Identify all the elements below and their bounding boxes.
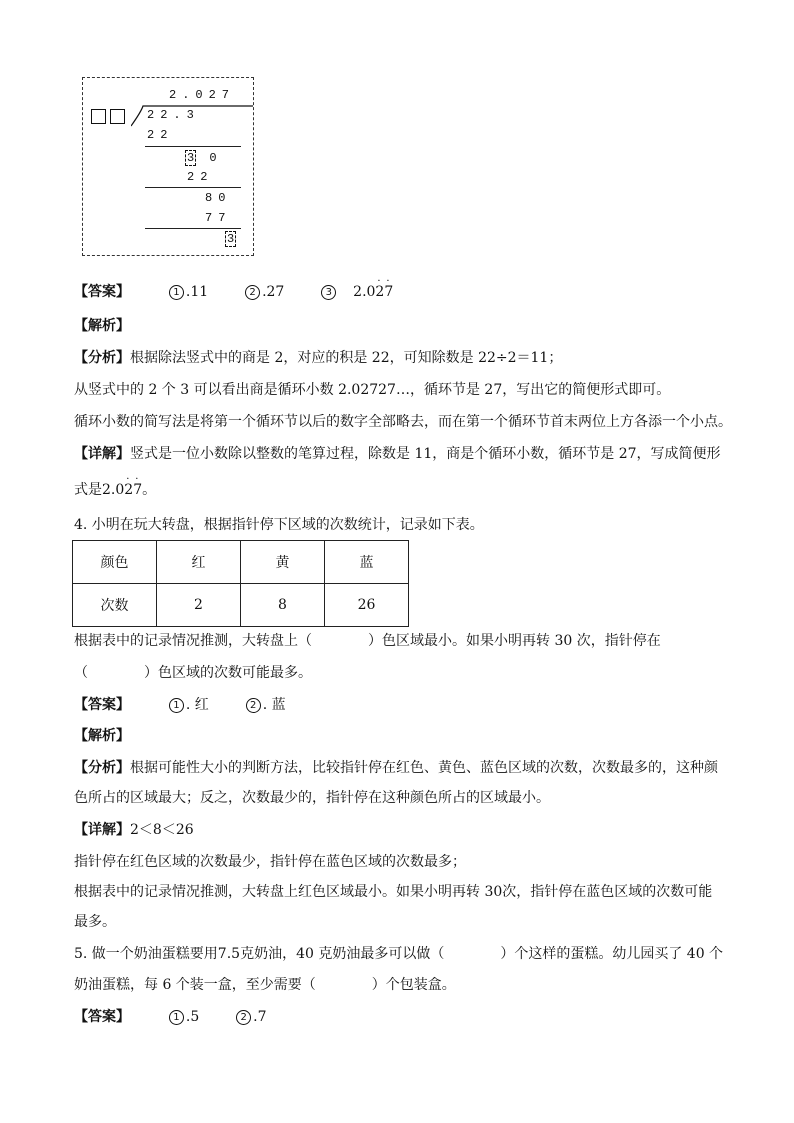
spinner-table bbox=[72, 540, 409, 627]
repeating-decimal bbox=[102, 474, 143, 498]
step-remainder-1 bbox=[185, 150, 223, 166]
quotient: 2.027 bbox=[169, 88, 236, 102]
answer-1: .11 bbox=[185, 284, 209, 300]
q3-detail-line bbox=[74, 444, 721, 464]
table-row bbox=[73, 541, 409, 584]
dotted-digit: · 7 bbox=[384, 276, 394, 300]
digit: 0 bbox=[209, 151, 223, 165]
circle-number: 1 bbox=[169, 698, 184, 713]
table-cell: 黄 bbox=[241, 541, 325, 584]
analysis-tag: 【解析】 bbox=[74, 318, 130, 334]
rule-line bbox=[145, 228, 241, 229]
table-cell: 红 bbox=[157, 541, 241, 584]
digits: 2.0 bbox=[353, 284, 376, 300]
fenxi-tag: 【分析】 bbox=[74, 350, 130, 366]
step-product-3: 77 bbox=[205, 211, 232, 225]
table-cell: 颜色 bbox=[73, 541, 157, 584]
rule-line bbox=[145, 146, 241, 147]
q3-answer-row bbox=[74, 276, 394, 302]
text: 式是 bbox=[74, 482, 102, 498]
text: 。 bbox=[142, 482, 157, 498]
text: 根据可能性大小的判断方法，比较指针停在红色、黄色、蓝色区域的次数，次数最多的，这种颜 bbox=[130, 760, 718, 776]
answer-1: . 红 bbox=[185, 697, 209, 713]
q4-question: 4. 小明在玩大转盘，根据指针停下区域的次数统计，记录如下表。 bbox=[74, 517, 484, 533]
answer-tag: 【答案】 bbox=[74, 284, 130, 300]
blank-box bbox=[110, 109, 125, 124]
dotted-digit: · 2 bbox=[124, 474, 134, 498]
q4-analysis-line: 色所占的区域最大；反之，次数最少的，指针停在这种颜色所占的区域最小。 bbox=[74, 790, 550, 806]
boxed-digit: 3 bbox=[227, 232, 235, 246]
dividend: 22.3 bbox=[147, 108, 200, 122]
blank-box bbox=[91, 109, 106, 124]
divisor-blanks bbox=[91, 106, 129, 125]
final-remainder bbox=[225, 231, 236, 247]
q4-detail-line bbox=[74, 820, 194, 840]
step-product-1: 22 bbox=[147, 128, 174, 142]
table-cell: 26 bbox=[325, 584, 409, 627]
answer-2: . 蓝 bbox=[262, 697, 286, 713]
dotted-digit: · 2 bbox=[375, 276, 385, 300]
q5-answer-row bbox=[74, 1007, 267, 1027]
digit: 2 bbox=[375, 284, 385, 300]
detail-tag: 【详解】 bbox=[74, 446, 130, 462]
circle-number: 2 bbox=[236, 1010, 251, 1025]
digit: 7 bbox=[384, 284, 394, 300]
q4-analysis-line bbox=[74, 758, 718, 778]
step-remainder-2: 80 bbox=[205, 191, 232, 205]
digit: 2 bbox=[124, 482, 134, 498]
circle-number: 3 bbox=[321, 285, 336, 300]
digits: 2.0 bbox=[102, 482, 125, 498]
answer-3-repeating-decimal bbox=[353, 276, 394, 300]
q3-detail-line bbox=[74, 474, 157, 500]
circle-number: 1 bbox=[169, 285, 184, 300]
q3-analysis-line: 循环小数的简写法是将第一个循环节以后的数字全部略去，而在第一个循环节首末两位上方各添一个小点。 bbox=[74, 414, 732, 430]
q3-analysis-line: 从竖式中的 2 个 3 可以看出商是循环小数 2.02727…，循环节是 27，写出它的简便形式即可。 bbox=[74, 382, 671, 398]
digit: 7 bbox=[133, 482, 143, 498]
circle-number: 1 bbox=[169, 1010, 184, 1025]
answer-1: .5 bbox=[185, 1009, 200, 1025]
table-row bbox=[73, 584, 409, 627]
table-cell: 2 bbox=[157, 584, 241, 627]
q4-blank-line: （ ）色区域的次数可能最多。 bbox=[74, 665, 312, 681]
answer-2: .27 bbox=[262, 284, 285, 300]
dotted-digit: · 7 bbox=[133, 474, 143, 498]
circle-number: 2 bbox=[245, 285, 260, 300]
answer-2: .7 bbox=[253, 1009, 267, 1025]
q4-answer-row bbox=[74, 695, 286, 715]
long-division-figure bbox=[82, 77, 254, 256]
text: 2＜8＜26 bbox=[130, 822, 194, 838]
q4-detail-line: 指针停在红色区域的次数最少，指针停在蓝色区域的次数最多； bbox=[74, 854, 466, 870]
q4-detail-line: 最多。 bbox=[74, 914, 116, 930]
circle-number: 2 bbox=[246, 698, 261, 713]
text: 竖式是一位小数除以整数的笔算过程，除数是 11，商是个循环小数，循环节是 27，写成简便形 bbox=[130, 446, 721, 462]
step-product-2: 22 bbox=[187, 170, 214, 184]
answer-tag: 【答案】 bbox=[74, 1009, 130, 1025]
q4-detail-line: 根据表中的记录情况推测，大转盘上红色区域最小。如果小明再转 30次，指针停在蓝色区域的次数可能 bbox=[74, 884, 713, 900]
answer-tag: 【答案】 bbox=[74, 697, 130, 713]
q5-question: 奶油蛋糕，每 6 个装一盒，至少需要（ ）个包装盒。 bbox=[74, 977, 456, 993]
fenxi-tag: 【分析】 bbox=[74, 760, 130, 776]
table-cell: 8 bbox=[241, 584, 325, 627]
text: 根据除法竖式中的商是 2，对应的积是 22，可知除数是 22÷2＝11； bbox=[130, 350, 563, 366]
table-cell: 蓝 bbox=[325, 541, 409, 584]
detail-tag: 【详解】 bbox=[74, 822, 130, 838]
analysis-tag: 【解析】 bbox=[74, 728, 130, 744]
boxed-digit: 3 bbox=[187, 151, 195, 165]
q5-question: 5. 做一个奶油蛋糕要用7.5克奶油，40 克奶油最多可以做（ ）个这样的蛋糕。幼儿园买了 40 个 bbox=[74, 946, 724, 962]
q3-analysis-line bbox=[74, 348, 562, 368]
table-cell: 次数 bbox=[73, 584, 157, 627]
rule-line bbox=[145, 187, 241, 188]
q4-blank-line: 根据表中的记录情况推测，大转盘上（ ）色区域最小。如果小明再转 30 次，指针停在 bbox=[74, 633, 661, 649]
